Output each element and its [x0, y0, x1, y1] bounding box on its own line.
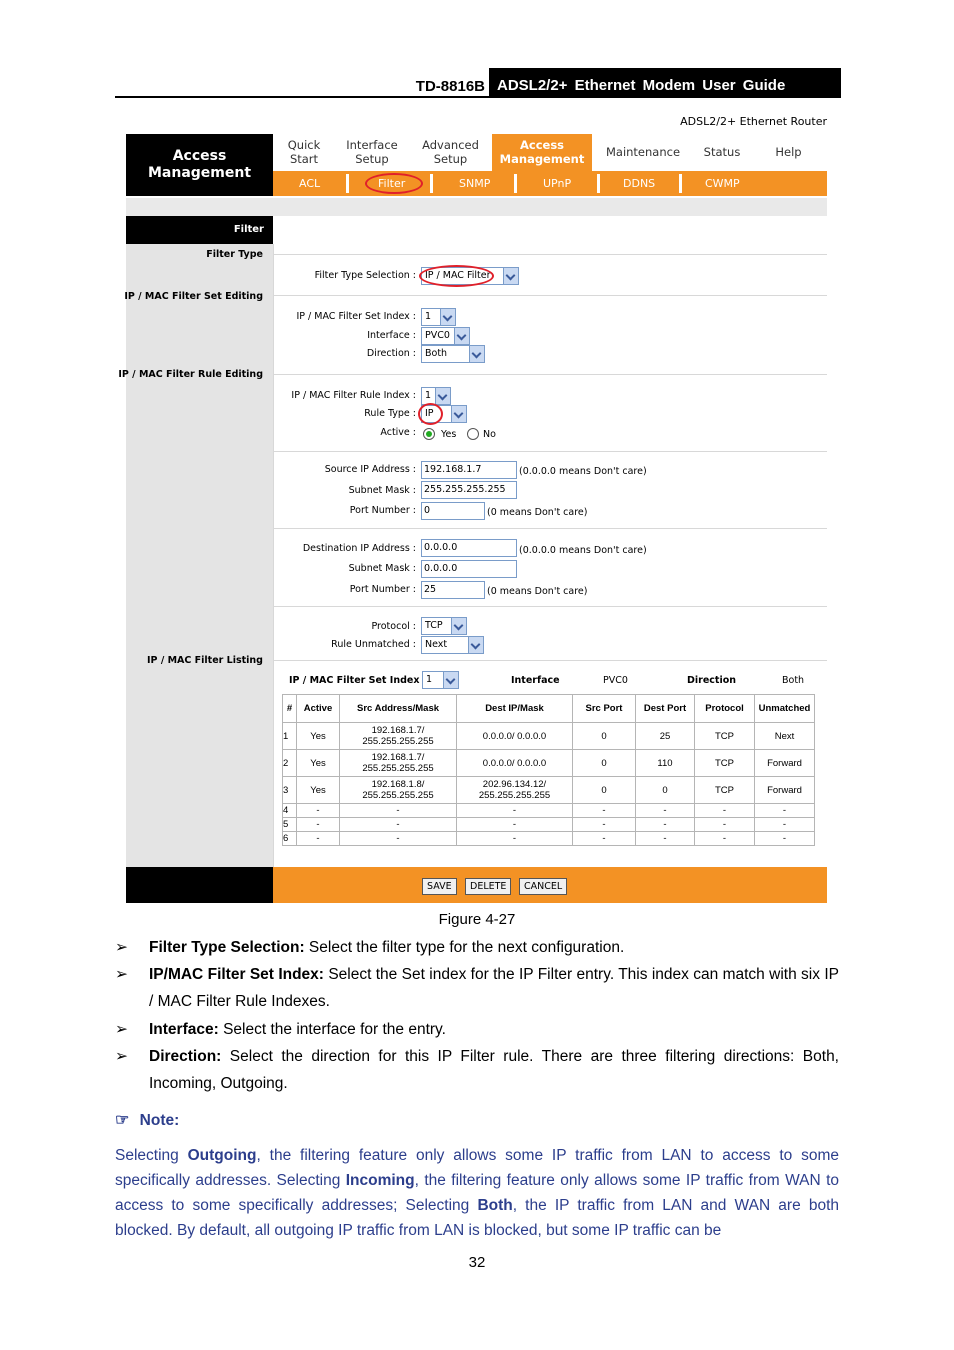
- table-cell: -: [636, 804, 695, 818]
- sub-nav: [273, 171, 827, 196]
- table-header-row: [283, 695, 815, 723]
- col-active: Active: [297, 695, 340, 723]
- sidebar-filter-type: Filter Type: [206, 249, 263, 260]
- table-cell: -: [755, 818, 815, 832]
- subtab-snmp[interactable]: SNMP: [459, 177, 491, 190]
- guide-title: ADSL2/2+ Ethernet Modem User Guide: [489, 68, 841, 98]
- table-cell: -: [297, 804, 340, 818]
- bullet-filter-type: ➢ Filter Type Selection: Select the filter type for the next configuration.: [115, 939, 625, 956]
- src-mask-input[interactable]: 255.255.255.255: [421, 481, 517, 499]
- table-cell: -: [695, 832, 755, 846]
- table-cell: Yes: [297, 777, 340, 804]
- table-cell: 0: [573, 723, 636, 750]
- protocol-select[interactable]: TCP: [421, 617, 467, 635]
- section-title: [126, 134, 273, 196]
- dst-port-label: Port Number :: [349, 584, 416, 595]
- sidebar-set-editing: IP / MAC Filter Set Editing: [124, 291, 263, 302]
- filter-listing-table: [282, 694, 815, 846]
- dst-mask-label: Subnet Mask :: [348, 563, 416, 574]
- table-cell: -: [636, 832, 695, 846]
- src-port-input[interactable]: 0: [421, 502, 485, 520]
- col-index: #: [283, 695, 297, 723]
- tab-access-management[interactable]: Access Management: [492, 134, 592, 171]
- section-title-line1: Access: [172, 148, 227, 164]
- subtab-cwmp[interactable]: CWMP: [705, 177, 740, 190]
- table-cell: 4: [283, 804, 297, 818]
- table-cell: -: [573, 804, 636, 818]
- table-cell: Forward: [755, 777, 815, 804]
- table-cell: 192.168.1.7/ 255.255.255.255: [340, 750, 457, 777]
- table-cell: 2: [283, 750, 297, 777]
- dst-mask-input[interactable]: 0.0.0.0: [421, 560, 517, 578]
- listing-interface-value: PVC0: [603, 675, 628, 686]
- pointing-hand-icon: ☞: [115, 1112, 130, 1129]
- table-cell: 0: [573, 750, 636, 777]
- table-cell: 0: [573, 777, 636, 804]
- table-cell: 192.168.1.7/ 255.255.255.255: [340, 723, 457, 750]
- dst-ip-label: Destination IP Address :: [302, 543, 416, 554]
- sidebar-rule-editing: IP / MAC Filter Rule Editing: [118, 369, 263, 380]
- src-ip-hint: (0.0.0.0 means Don't care): [519, 466, 647, 477]
- chevron-down-icon: [443, 672, 458, 688]
- col-protocol: Protocol: [695, 695, 755, 723]
- table-cell: -: [340, 832, 457, 846]
- table-cell: -: [755, 832, 815, 846]
- tab-help[interactable]: Help: [775, 145, 802, 159]
- highlight-ellipse: [419, 265, 494, 287]
- listing-set-index-label: IP / MAC Filter Set Index: [289, 675, 420, 686]
- table-cell: -: [297, 832, 340, 846]
- table-cell: -: [695, 804, 755, 818]
- subtab-upnp[interactable]: UPnP: [543, 177, 572, 190]
- table-cell: 1: [283, 723, 297, 750]
- col-unmatched: Unmatched: [755, 695, 815, 723]
- direction-select[interactable]: Both: [421, 345, 485, 363]
- tab-status[interactable]: Status: [703, 145, 741, 159]
- chevron-down-icon: [468, 637, 483, 653]
- table-cell: Yes: [297, 723, 340, 750]
- table-cell: TCP: [695, 750, 755, 777]
- table-cell: Yes: [297, 750, 340, 777]
- tab-advanced-setup[interactable]: Advanced Setup: [422, 138, 479, 166]
- table-row: [283, 777, 815, 804]
- table-cell: -: [457, 832, 573, 846]
- button-bar: [126, 867, 827, 903]
- table-cell: -: [340, 804, 457, 818]
- table-cell: 192.168.1.8/ 255.255.255.255: [340, 777, 457, 804]
- set-index-label: IP / MAC Filter Set Index :: [296, 311, 416, 322]
- table-cell: 3: [283, 777, 297, 804]
- table-cell: -: [573, 818, 636, 832]
- subtab-acl[interactable]: ACL: [299, 177, 321, 190]
- interface-select[interactable]: PVC0: [421, 327, 470, 345]
- table-cell: -: [297, 818, 340, 832]
- chevron-down-icon: [503, 268, 518, 284]
- col-dest: Dest IP/Mask: [457, 695, 573, 723]
- col-dest-port: Dest Port: [636, 695, 695, 723]
- listing-direction-label: Direction: [687, 675, 736, 686]
- listing-direction-value: Both: [782, 675, 805, 686]
- chevron-down-icon: [454, 328, 469, 344]
- active-label: Active :: [380, 427, 416, 438]
- tab-quick-start[interactable]: Quick Start: [287, 138, 321, 166]
- subtab-ddns[interactable]: DDNS: [623, 177, 656, 190]
- spacer-bar: [126, 198, 827, 216]
- nav-tabs: [273, 134, 827, 171]
- table-cell: TCP: [695, 723, 755, 750]
- filter-type-label: Filter Type Selection :: [314, 270, 416, 281]
- table-row: [283, 832, 815, 846]
- chevron-down-icon: [435, 388, 450, 404]
- rule-index-label: IP / MAC Filter Rule Index :: [291, 390, 416, 401]
- active-no-radio[interactable]: [467, 428, 479, 440]
- table-cell: 25: [636, 723, 695, 750]
- table-row: [283, 818, 815, 832]
- table-cell: Forward: [755, 750, 815, 777]
- table-cell: -: [755, 804, 815, 818]
- sidebar-listing: IP / MAC Filter Listing: [147, 655, 263, 666]
- page-number: 32: [468, 1254, 486, 1271]
- sidebar: [126, 216, 273, 867]
- active-yes-label: Yes: [441, 429, 457, 440]
- src-port-label: Port Number :: [349, 505, 416, 516]
- table-cell: -: [573, 832, 636, 846]
- chevron-down-icon: [451, 406, 466, 422]
- tab-interface-setup[interactable]: Interface Setup: [346, 138, 398, 166]
- table-cell: -: [340, 818, 457, 832]
- note-heading: ☞ Note:: [115, 1112, 180, 1129]
- dst-ip-input[interactable]: 0.0.0.0: [421, 539, 517, 557]
- direction-label: Direction :: [366, 348, 416, 359]
- document-header: [115, 68, 841, 98]
- highlight-ellipse: [418, 403, 443, 425]
- rule-index-select[interactable]: 1: [421, 387, 451, 405]
- dst-port-input[interactable]: 25: [421, 581, 485, 599]
- src-ip-label: Source IP Address :: [324, 464, 416, 475]
- dst-ip-hint: (0.0.0.0 means Don't care): [519, 545, 647, 556]
- table-cell: 6: [283, 832, 297, 846]
- src-port-hint: (0 means Don't care): [487, 507, 588, 518]
- table-row: [283, 804, 815, 818]
- set-index-select[interactable]: 1: [421, 308, 456, 326]
- section-title-line2: Management: [147, 165, 252, 181]
- chevron-down-icon: [451, 618, 466, 634]
- table-cell: -: [695, 818, 755, 832]
- table-cell: -: [457, 804, 573, 818]
- save-button[interactable]: SAVE: [422, 878, 457, 895]
- figure-caption: Figure 4-27: [438, 911, 516, 928]
- chevron-down-icon: [469, 346, 484, 362]
- active-no-label: No: [483, 429, 496, 440]
- listing-interface-label: Interface: [511, 675, 560, 686]
- protocol-label: Protocol :: [371, 621, 416, 632]
- col-src-port: Src Port: [573, 695, 636, 723]
- listing-set-index-select[interactable]: 1: [422, 671, 459, 689]
- rule-type-label: Rule Type :: [364, 408, 416, 419]
- delete-button[interactable]: DELETE: [465, 878, 511, 895]
- bullet-set-index: ➢ IP/MAC Filter Set Index: Select the Set index for the IP Filter entry. This index can match with six IP / MAC Filter Rule Indexes.: [115, 966, 839, 1010]
- bullet-direction: ➢ Direction: Select the direction for this IP Filter rule. There are three filtering directions: Both, Incoming, Outgoing.: [115, 1048, 839, 1092]
- cancel-button[interactable]: CANCEL: [519, 878, 567, 895]
- table-cell: 0: [636, 777, 695, 804]
- subtab-filter[interactable]: Filter: [378, 177, 406, 190]
- table-cell: -: [636, 818, 695, 832]
- table-cell: 110: [636, 750, 695, 777]
- src-mask-label: Subnet Mask :: [348, 485, 416, 496]
- filter-heading: Filter: [126, 216, 273, 244]
- table-cell: 0.0.0.0/ 0.0.0.0: [457, 723, 573, 750]
- table-cell: -: [457, 818, 573, 832]
- table-cell: TCP: [695, 777, 755, 804]
- main-nav: [126, 134, 827, 196]
- table-cell: 0.0.0.0/ 0.0.0.0: [457, 750, 573, 777]
- rule-type-select[interactable]: IP: [421, 405, 467, 423]
- src-ip-input[interactable]: 192.168.1.7: [421, 461, 517, 479]
- filter-type-select[interactable]: IP / MAC Filter: [421, 267, 519, 285]
- router-brand: ADSL2/2+ Ethernet Router: [680, 115, 827, 128]
- bullet-interface: ➢ Interface: Select the interface for the entry.: [115, 1021, 446, 1038]
- highlight-ellipse: [365, 173, 423, 194]
- note-text: Selecting Outgoing, the filtering feature only allows some IP traffic from LAN to access to some specifically addresses. Selecting Incoming, the filtering feature only allows some IP traffic from WAN to access to some specifically addresses; Selecting Both, the IP traffic from LAN and WAN are both blocked. By default, all outgoing IP traffic from LAN is blocked, but some IP traffic can be: [115, 1147, 839, 1239]
- dst-port-hint: (0 means Don't care): [487, 586, 588, 597]
- table-row: [283, 750, 815, 777]
- table-cell: 5: [283, 818, 297, 832]
- active-yes-radio[interactable]: [423, 428, 435, 440]
- unmatched-label: Rule Unmatched :: [331, 639, 416, 650]
- interface-label: Interface :: [367, 330, 416, 341]
- tab-maintenance[interactable]: Maintenance: [605, 145, 681, 159]
- table-row: [283, 723, 815, 750]
- unmatched-select[interactable]: Next: [421, 636, 484, 654]
- table-cell: Next: [755, 723, 815, 750]
- col-src: Src Address/Mask: [340, 695, 457, 723]
- chevron-down-icon: [440, 309, 455, 325]
- model-name: TD-8816B: [415, 78, 485, 95]
- table-cell: 202.96.134.12/ 255.255.255.255: [457, 777, 573, 804]
